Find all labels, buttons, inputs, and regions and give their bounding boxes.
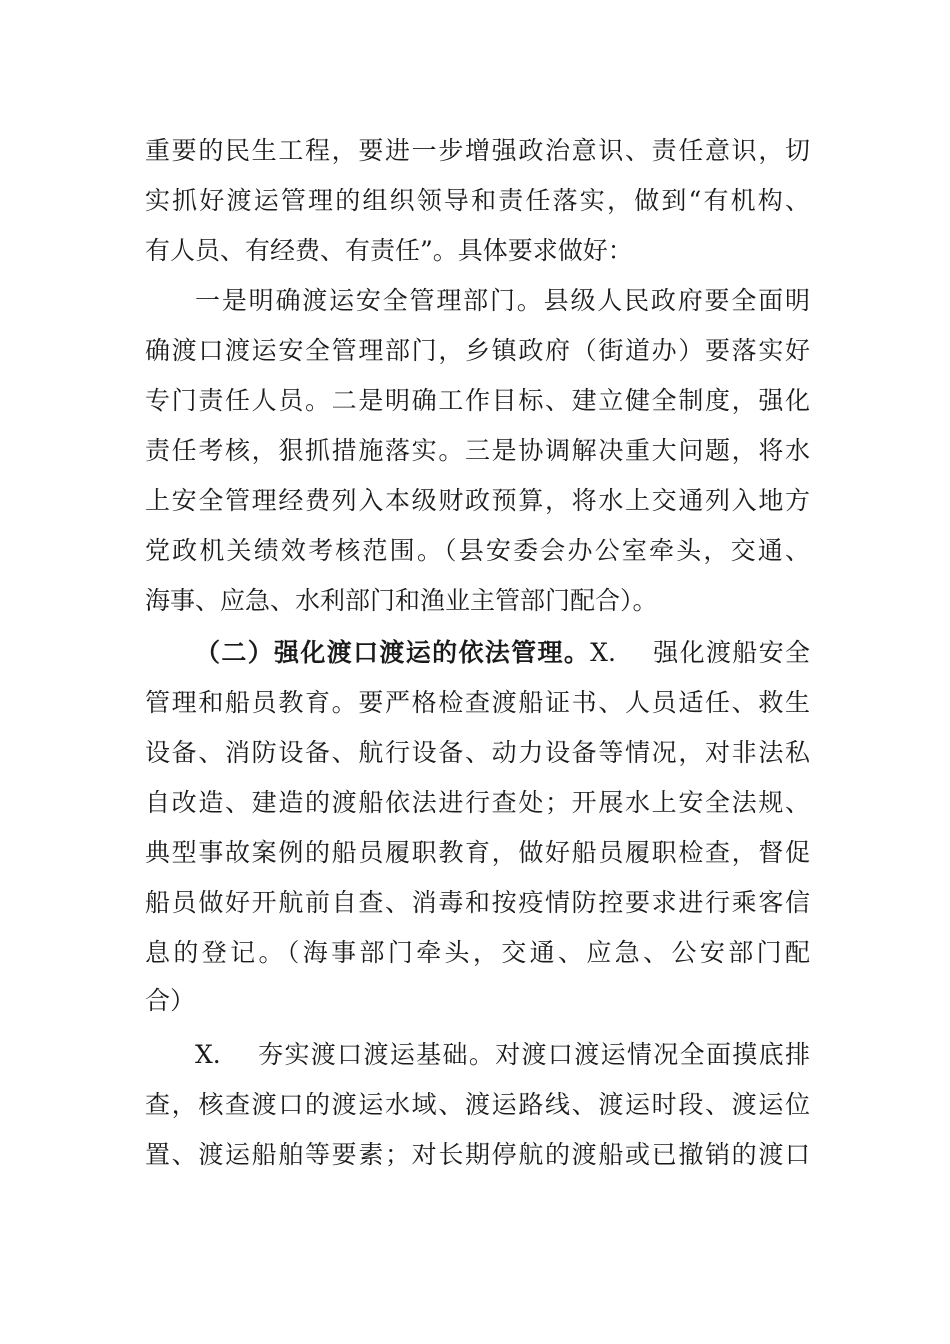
- text-line: 置、渡运船舶等要素；对长期停航的渡船或已撤销的渡口: [145, 1140, 810, 1169]
- text-line: 实抓好渡运管理的组织领导和责任落实，做到“有机构、: [145, 186, 810, 215]
- text-line: 海事、应急、水利部门和渔业主管部门配合）。: [145, 586, 658, 615]
- item-marker: X.: [195, 1040, 221, 1069]
- text-line: 合）: [145, 986, 196, 1015]
- text-line: 重要的民生工程，要进一步增强政治意识、责任意识，切: [145, 136, 810, 165]
- item-marker: X.: [590, 638, 616, 667]
- text-line: 船员做好开航前自查、消毒和按疫情防控要求进行乘客信: [145, 888, 810, 917]
- text-line: 一是明确渡运安全管理部门。县级人民政府要全面明: [195, 286, 810, 315]
- section-heading: （二）强化渡口渡运的依法管理。: [195, 638, 591, 667]
- text-line: 确渡口渡运安全管理部门，乡镇政府（街道办）要落实好: [145, 336, 810, 365]
- text-line: 专门责任人员。二是明确工作目标、建立健全制度，强化: [145, 386, 810, 415]
- text-line: 典型事故案例的船员履职教育，做好船员履职检查，督促: [145, 838, 810, 867]
- section-heading-line: [195, 628, 810, 678]
- text-line: 上安全管理经费列入本级财政预算，将水上交通列入地方: [145, 486, 810, 515]
- text-line: 有人员、有经费、有责任”。具体要求做好：: [145, 236, 633, 265]
- text-line: 查，核查渡口的渡运水域、渡运路线、渡运时段、渡运位: [145, 1090, 810, 1119]
- text-line: 责任考核，狠抓措施落实。三是协调解决重大问题，将水: [145, 436, 810, 465]
- text-line: 管理和船员教育。要严格检查渡船证书、人员适任、救生: [145, 688, 810, 717]
- text-span: 强化渡船安全: [651, 638, 810, 667]
- item-first-line: [195, 1030, 810, 1080]
- text-line: 党政机关绩效考核范围。（县安委会办公室牵头，交通、: [145, 536, 810, 565]
- text-line: 息的登记。（海事部门牵头，交通、应急、公安部门配: [145, 938, 810, 967]
- text-span: 夯实渡口渡运基础。对渡口渡运情况全面摸底排: [256, 1040, 810, 1069]
- text-line: 设备、消防设备、航行设备、动力设备等情况，对非法私: [145, 738, 810, 767]
- text-line: 自改造、建造的渡船依法进行查处；开展水上安全法规、: [145, 788, 810, 817]
